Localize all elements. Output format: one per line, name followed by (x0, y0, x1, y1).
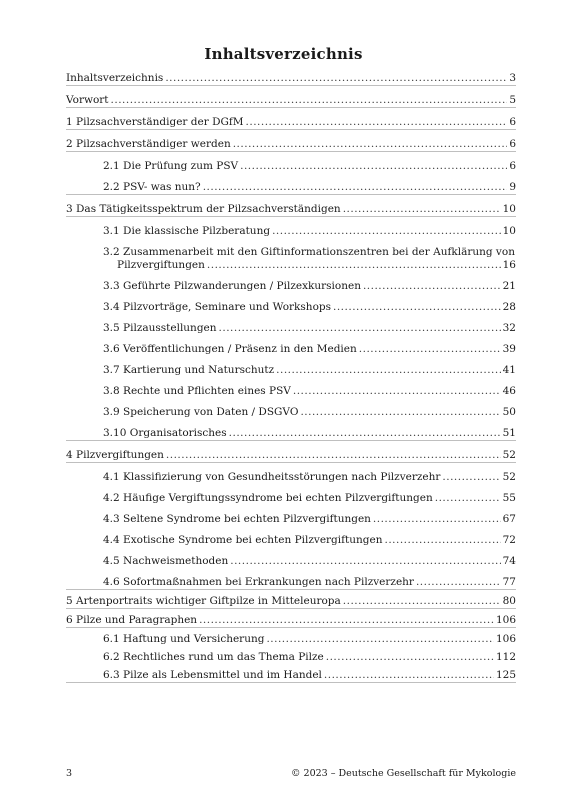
footer-copyright: © 2023 – Deutsche Gesellschaft für Mykologie (291, 768, 516, 779)
toc-entry[interactable] (66, 301, 516, 314)
dot-leader (435, 492, 501, 505)
toc-entry-title: 2.2 PSV- was nun? (103, 181, 201, 193)
toc-entry-title: 4 Pilzvergiftungen (66, 449, 164, 461)
dot-leader (359, 343, 501, 356)
dot-leader (199, 614, 494, 627)
toc-entry-title: 4.1 Klassifizierung von Gesundheitsstörungen nach Pilzverzehr (103, 471, 441, 483)
toc-entry-title: 3.9 Speicherung von Daten / DSGVO (103, 406, 299, 418)
toc-entry-title: 3.7 Kartierung und Naturschutz (103, 364, 275, 376)
dot-leader (240, 160, 507, 173)
page-footer (66, 768, 516, 779)
toc-page-number: 3 (509, 72, 516, 84)
toc-page-number: 55 (502, 492, 516, 504)
toc-entry-title: 3.4 Pilzvorträge, Seminare und Workshops (103, 301, 331, 313)
toc-entry[interactable] (66, 364, 516, 377)
toc-entry[interactable] (66, 651, 516, 664)
dot-leader (272, 225, 501, 238)
toc-page-number: 10 (502, 203, 516, 215)
toc-page-number: 46 (502, 385, 516, 397)
toc-entry[interactable] (66, 406, 516, 419)
toc-entry[interactable] (66, 322, 516, 335)
dot-leader (219, 322, 501, 335)
toc-entry-title: 4.4 Exotische Syndrome bei echten Pilzvergiftungen (103, 534, 383, 546)
dot-leader (442, 471, 500, 484)
toc-entry-title: 3.6 Veröffentlichungen / Präsenz in den Medien (103, 343, 357, 355)
toc-entry[interactable] (66, 471, 516, 484)
toc-entry-title: 1 Pilzsachverständiger der DGfM (66, 116, 244, 128)
dot-leader (266, 633, 494, 646)
toc-page-number: 112 (495, 651, 516, 663)
dot-leader (111, 94, 508, 107)
toc-entry[interactable] (66, 72, 516, 86)
toc-entry[interactable] (66, 513, 516, 526)
dot-leader (293, 385, 501, 398)
toc-entry[interactable] (66, 385, 516, 398)
toc-page-number: 106 (495, 633, 516, 645)
dot-leader (203, 181, 508, 194)
toc-page-number: 39 (502, 343, 516, 355)
toc-page-number: 21 (502, 280, 516, 292)
dot-leader (165, 72, 507, 85)
toc-page-number: 32 (502, 322, 516, 334)
toc-page-number: 77 (502, 576, 516, 588)
toc-entry-title: Vorwort (66, 94, 109, 106)
toc-entry-title: 6.1 Haftung und Versicherung (103, 633, 265, 645)
toc-entry[interactable] (66, 280, 516, 293)
toc-page-number: 52 (502, 449, 516, 461)
dot-leader (229, 427, 501, 440)
toc-page-number: 28 (502, 301, 516, 313)
dot-leader (363, 280, 501, 293)
toc-entry[interactable] (66, 576, 516, 590)
toc-page-number: 67 (502, 513, 516, 525)
toc-entry[interactable] (66, 116, 516, 130)
dot-leader (333, 301, 501, 314)
toc-page-number: 74 (502, 555, 516, 567)
toc-entry[interactable] (66, 595, 516, 609)
dot-leader (416, 576, 501, 589)
table-of-contents (66, 72, 516, 683)
toc-entry[interactable] (66, 225, 516, 238)
dot-leader (384, 534, 500, 547)
toc-entry[interactable] (66, 138, 516, 152)
toc-entry-title: 4.3 Seltene Syndrome bei echten Pilzvergiftungen (103, 513, 371, 525)
dot-leader (326, 651, 494, 664)
toc-entry-title: 3.1 Die klassische Pilzberatung (103, 225, 271, 237)
toc-entry[interactable] (66, 555, 516, 568)
toc-page-number: 51 (502, 427, 516, 439)
toc-entry[interactable] (66, 614, 516, 628)
toc-entry-title: 3.5 Pilzausstellungen (103, 322, 217, 334)
toc-entry-title: 6.2 Rechtliches rund um das Thema Pilze (103, 651, 324, 663)
toc-page-number: 16 (502, 259, 516, 271)
toc-entry-title: 3.10 Organisatorisches (103, 427, 227, 439)
toc-page-number: 9 (509, 181, 516, 193)
toc-entry-title: 3.3 Geführte Pilzwanderungen / Pilzexkursionen (103, 280, 361, 292)
toc-entry[interactable] (66, 449, 516, 463)
toc-entry[interactable] (66, 427, 516, 441)
toc-entry-title: 3 Das Tätigkeitsspektrum der Pilzsachverständigen (66, 203, 341, 215)
dot-leader (230, 555, 500, 568)
toc-entry[interactable] (66, 94, 516, 108)
toc-entry[interactable] (66, 492, 516, 505)
toc-page-number: 80 (502, 595, 516, 607)
toc-entry-title: Inhaltsverzeichnis (66, 72, 164, 84)
toc-entry-title: 5 Artenportraits wichtiger Giftpilze in Mitteleuropa (66, 595, 341, 607)
dot-leader (246, 116, 508, 129)
toc-entry-title: 6 Pilze und Paragraphen (66, 614, 198, 626)
dot-leader (373, 513, 501, 526)
toc-page-number: 6 (509, 160, 516, 172)
dot-leader (207, 259, 501, 272)
toc-entry-title: 3.2 Zusammenarbeit mit den Giftinformationszentren bei der Aufklärung von (103, 246, 515, 258)
dot-leader (324, 669, 494, 682)
dot-leader (276, 364, 500, 377)
dot-leader (343, 203, 501, 216)
page-title: Inhaltsverzeichnis (204, 45, 363, 63)
toc-entry[interactable] (66, 534, 516, 547)
toc-page-number: 52 (502, 471, 516, 483)
toc-entry[interactable] (66, 160, 516, 173)
dot-leader (233, 138, 508, 151)
toc-page-number: 6 (509, 138, 516, 150)
toc-entry-title: 6.3 Pilze als Lebensmittel und im Handel (103, 669, 322, 681)
toc-entry-title: 2 Pilzsachverständiger werden (66, 138, 231, 150)
toc-entry[interactable] (66, 633, 516, 646)
toc-page-number: 5 (509, 94, 516, 106)
toc-page-number: 41 (502, 364, 516, 376)
toc-page-number: 10 (502, 225, 516, 237)
toc-page-number: 6 (509, 116, 516, 128)
toc-entry-title: 4.2 Häufige Vergiftungssyndrome bei echten Pilzvergiftungen (103, 492, 433, 504)
toc-entry[interactable] (66, 343, 516, 356)
toc-page-number: 106 (495, 614, 516, 626)
footer-page-number: 3 (66, 768, 73, 779)
toc-page-number: 72 (502, 534, 516, 546)
dot-leader (300, 406, 500, 419)
toc-entry[interactable] (66, 669, 516, 683)
toc-entry[interactable] (66, 246, 516, 272)
toc-entry-title: Pilzvergiftungen (117, 259, 205, 271)
toc-entry-title: 4.6 Sofortmaßnahmen bei Erkrankungen nach Pilzverzehr (103, 576, 414, 588)
toc-page-number: 50 (502, 406, 516, 418)
toc-entry[interactable] (66, 181, 516, 195)
dot-leader (343, 595, 501, 608)
toc-page-number: 125 (495, 669, 516, 681)
toc-entry-title: 3.8 Rechte und Pflichten eines PSV (103, 385, 291, 397)
toc-entry-title: 4.5 Nachweismethoden (103, 555, 229, 567)
toc-entry-title: 2.1 Die Prüfung zum PSV (103, 160, 239, 172)
dot-leader (166, 449, 501, 462)
toc-entry[interactable] (66, 203, 516, 217)
